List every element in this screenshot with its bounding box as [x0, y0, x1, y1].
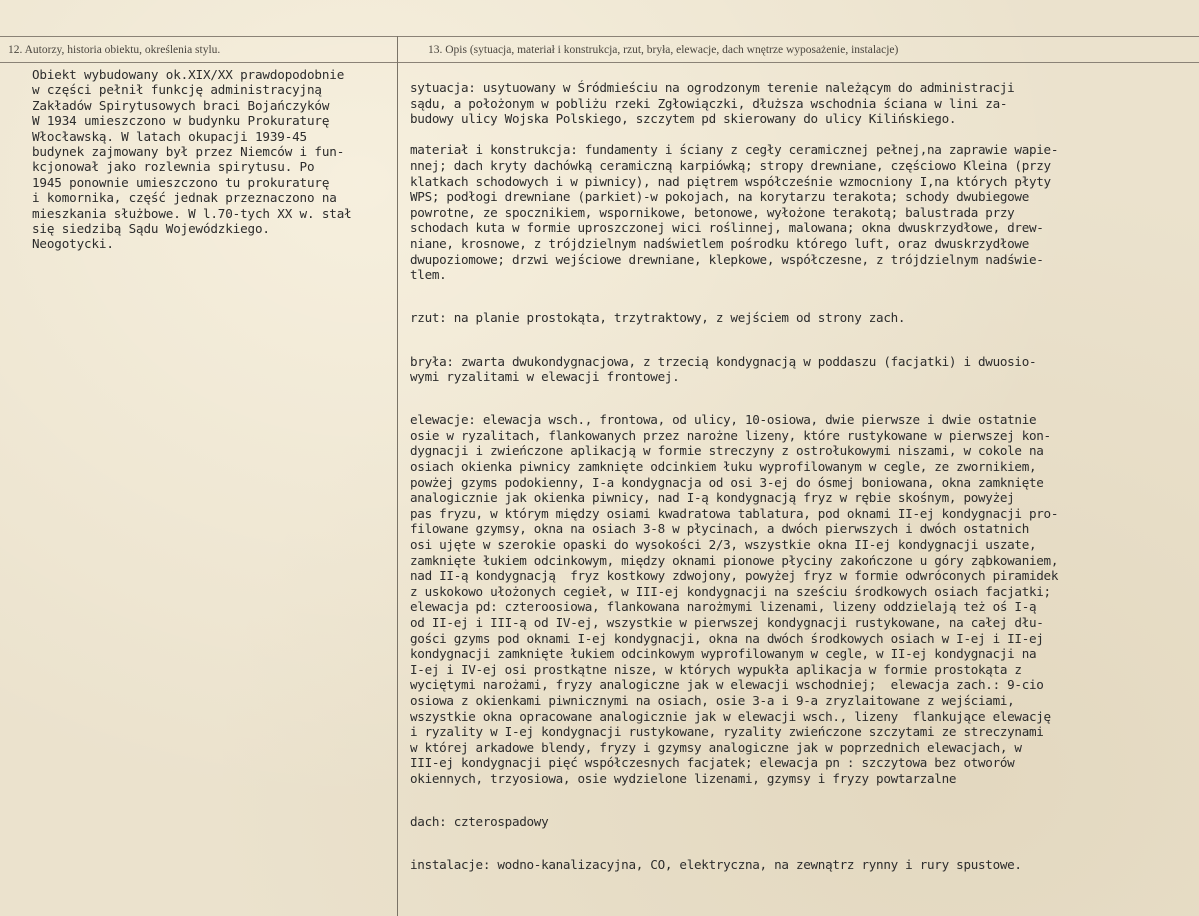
section-instalacje [410, 857, 1190, 873]
section-elewacje-line: osiowa z okienkami piwnicznymi na osiach, osie 3-a i 9-a zryzlaitowane z wejściami, [410, 692, 1015, 708]
section-gap [410, 787, 1190, 803]
section-gap [410, 830, 1190, 846]
section-material-line: materiał i konstrukcja: fundamenty i ściany z cegły ceramicznej pełnej,na zaprawie wapie- [410, 142, 1059, 158]
history-line: mieszkania służbowe. W l.70-tych XX w. stał [32, 205, 352, 221]
section-gap [410, 845, 1190, 857]
section-elewacje-line: III-ej kondygnacji pięć współczesnych facjatek; elewacja pn : szczytowa bez otworów [410, 755, 1015, 771]
section-elewacje-line: gości gzyms pod oknami I-ej kondygnacji, okna na dwóch środkowych osiach w I-ej i II-ej [410, 630, 1044, 646]
right-column-header: 13. Opis (sytuacja, materiał i konstrukcja, rzut, bryła, elewacje, dach wnętrze wyposażenie, instalacje) [428, 44, 899, 56]
history-line: 1945 ponownie umieszczono tu prokuraturę [32, 174, 330, 190]
history-line: w części pełnił funkcję administracyjną [32, 82, 322, 98]
section-gap [410, 342, 1190, 354]
section-sytuacja [410, 80, 1190, 127]
section-elewacje-line: wszystkie okna opracowane analogicznie jak w elewacji wsch., lizeny flankujące elewację [410, 708, 1051, 724]
history-line: budynek zajmowany był przez Niemców i fun- [32, 144, 345, 160]
section-material-line: dwupoziomowe; drzwi wejściowe drewniane, klepkowe, współczesne, z trójdzielnym nadświe- [410, 251, 1044, 267]
section-elewacje-line: analogicznie jak okienka piwnicy, nad I-ą kondygnacją fryz w rębie skośnym, powyżej [410, 490, 1015, 506]
header-rule-left [0, 62, 397, 63]
history-line: Włocławską. W latach okupacji 1939-45 [32, 128, 307, 144]
section-instalacje-line: instalacje: wodno-kanalizacyjna, CO, elektryczna, na zewnątrz rynny i rury spustowe. [410, 857, 1022, 873]
section-elewacje-line: wyciętymi narożami, fryzy analogiczne jak w elewacji wschodniej; elewacja zach.: 9-cio [410, 677, 1044, 693]
section-sytuacja-line: sądu, a położonym w pobliżu rzeki Zgłowiączki, dłuższa wschodnia ściana w lini za- [410, 95, 1008, 111]
section-elewacje-line: filowane gzymsy, okna na osiach 3-8 w płycinach, a dwóch pierwszych i dwóch ostatnich [410, 521, 1029, 537]
section-material-line: tlem. [410, 267, 447, 283]
section-elewacje-line: w której arkadowe blendy, fryzy i gzymsy analogiczne jak w poprzednich elewacjach, w [410, 739, 1022, 755]
section-sytuacja-line: budowy ulicy Wojska Polskiego, szczytem pd skierowany do ulicy Kilińskiego. [410, 111, 957, 127]
section-elewacje-line: pas fryzu, w którym między osiami kwadratowa tablatura, pod oknami II-ej kondygnacji pro- [410, 505, 1059, 521]
history-line: kcjonował jako rozlewnia spirytusu. Po [32, 159, 315, 175]
section-elewacje-line: osi ujęte w szerokie opaski do wysokości 2/3, wszystkie okna II-ej kondygnacji uszate, [410, 537, 1037, 553]
section-elewacje-line: elewacja pd: czteroosiowa, flankowana narożmymi lizenami, lizeny oddzielają też oś I-ą [410, 599, 1037, 615]
section-material-line: nnej; dach kryty dachówką ceramiczną karpiówką; stropy drewniane, częściowo Kleina (przy [410, 157, 1051, 173]
header-rule-right [398, 62, 1199, 63]
section-elewacje-line: kondygnacji zamknięte łukiem odcinkowym wyprofilowanym w cegle, w II-ej kondygnacji na [410, 646, 1037, 662]
section-material-line: powrotne, ze spocznikiem, wspornikowe, betonowe, wyłożone terakotą; balustrada przy [410, 204, 1015, 220]
section-dach-line: dach: czterospadowy [410, 814, 549, 830]
section-elewacje-line: i ryzality w I-ej kondygnacji rustykowane, ryzality zwieńczone szczytami ze streczynami [410, 724, 1044, 740]
history-text-block [32, 67, 392, 252]
section-bryla-line: wymi ryzalitami w elewacji frontowej. [410, 369, 680, 385]
section-gap [410, 326, 1190, 342]
section-material-line: schodach kuta w formie uproszczonej wici roślinnej, malowana; okna dwuskrzydłowe, drew- [410, 220, 1044, 236]
section-elewacje-line: dygnacji i zwieńczone aplikacją w formie streczyny z ostrołukowymi niszami, w cokole na [410, 443, 1044, 459]
history-line: i komornika, część jednak przeznaczono na [32, 190, 337, 206]
section-material-line: WPS; podłogi drewniane (parkiet)-w pokojach, na korytarzu terakota; schody dwubiegowe [410, 189, 1029, 205]
section-gap [410, 298, 1190, 310]
section-material-line: niane, krosnowe, z trójdzielnym nadświetlem pośrodku którego luft, oraz dwuskrzydłowe [410, 235, 1029, 251]
section-elewacje-line: nad II-ą kondygnacją fryz kostkowy zdwojony, powyżej fryz w formie odwróconych piramidek [410, 568, 1059, 584]
section-gap [410, 400, 1190, 412]
left-column-header: 12. Autorzy, historia obiektu, określenia stylu. [8, 44, 221, 56]
section-elewacje-line: zamknięte łukiem odcinkowym, między oknami pionowe płyciny zakończone u góry ząbkowaniem, [410, 552, 1059, 568]
section-elewacje-line: powżej gzyms podokienny, I-a kondygnacja od osi 3-ej do ósmej boniowana, okna zamknięte [410, 474, 1044, 490]
section-elewacje-line: elewacje: elewacja wsch., frontowa, od ulicy, 10-osiowa, dwie pierwsze i dwie ostatnie [410, 412, 1037, 428]
section-gap [410, 802, 1190, 814]
section-elewacje-line: z uskokowo ułożonych cegieł, w III-ej kondygnacji na sześciu środkowych osiach facjatki; [410, 583, 1051, 599]
section-rzut-line: rzut: na planie prostokąta, trzytraktowy, z wejściem od strony zach. [410, 310, 906, 326]
section-material-line: klatkach schodowych i w piwnicy), nad piętrem współcześnie wzmocniony I,na których płyty [410, 173, 1051, 189]
description-text-block [410, 80, 1190, 873]
section-dach [410, 814, 1190, 830]
history-line: W 1934 umieszczono w budynku Prokuraturę [32, 113, 330, 129]
history-line: Obiekt wybudowany ok.XIX/XX prawdopodobnie [32, 67, 345, 82]
section-bryla [410, 354, 1190, 385]
section-material [410, 142, 1190, 282]
section-gap [410, 283, 1190, 299]
section-elewacje-line: osie w ryzalitach, flankowanych przez narożne lizeny, które rustykowane w pierwszej kon- [410, 427, 1051, 443]
section-elewacje-line: od II-ej i III-ą od IV-ej, wszystkie w pierwszej kondygnacji rustykowane, na całej dłu- [410, 615, 1044, 630]
history-line: się siedzibą Sądu Wojewódzkiego. [32, 221, 270, 237]
section-elewacje-line: okiennych, trzyosiowa, osie wydzielone lizenami, gzymsy i fryzy powtarzalne [410, 770, 957, 786]
section-gap [410, 385, 1190, 401]
section-gap [410, 127, 1190, 143]
section-rzut [410, 310, 1190, 326]
history-line: Zakładów Spirytusowych braci Bojańczyków [32, 97, 330, 113]
history-line: Neogotycki. [32, 236, 114, 252]
top-rule-right [398, 36, 1199, 37]
section-sytuacja-line: sytuacja: usytuowany w Śródmieściu na ogrodzonym terenie należącym do administracji [410, 80, 1015, 95]
section-elewacje-line: osiach okienka piwnicy zamknięte odcinkiem łuku wyprofilowanym w cegle, ze zwornikiem, [410, 459, 1037, 475]
section-elewacje [410, 412, 1190, 786]
column-divider [397, 36, 398, 916]
section-elewacje-line: I-ej i IV-ej osi prostkątne nisze, w których wypukła aplikacja w formie prostokąta z [410, 661, 1022, 677]
top-rule-left [0, 36, 397, 37]
section-bryla-line: bryła: zwarta dwukondygnacjowa, z trzecią kondygnacją w poddaszu (facjatki) i dwuosio- [410, 353, 1037, 369]
